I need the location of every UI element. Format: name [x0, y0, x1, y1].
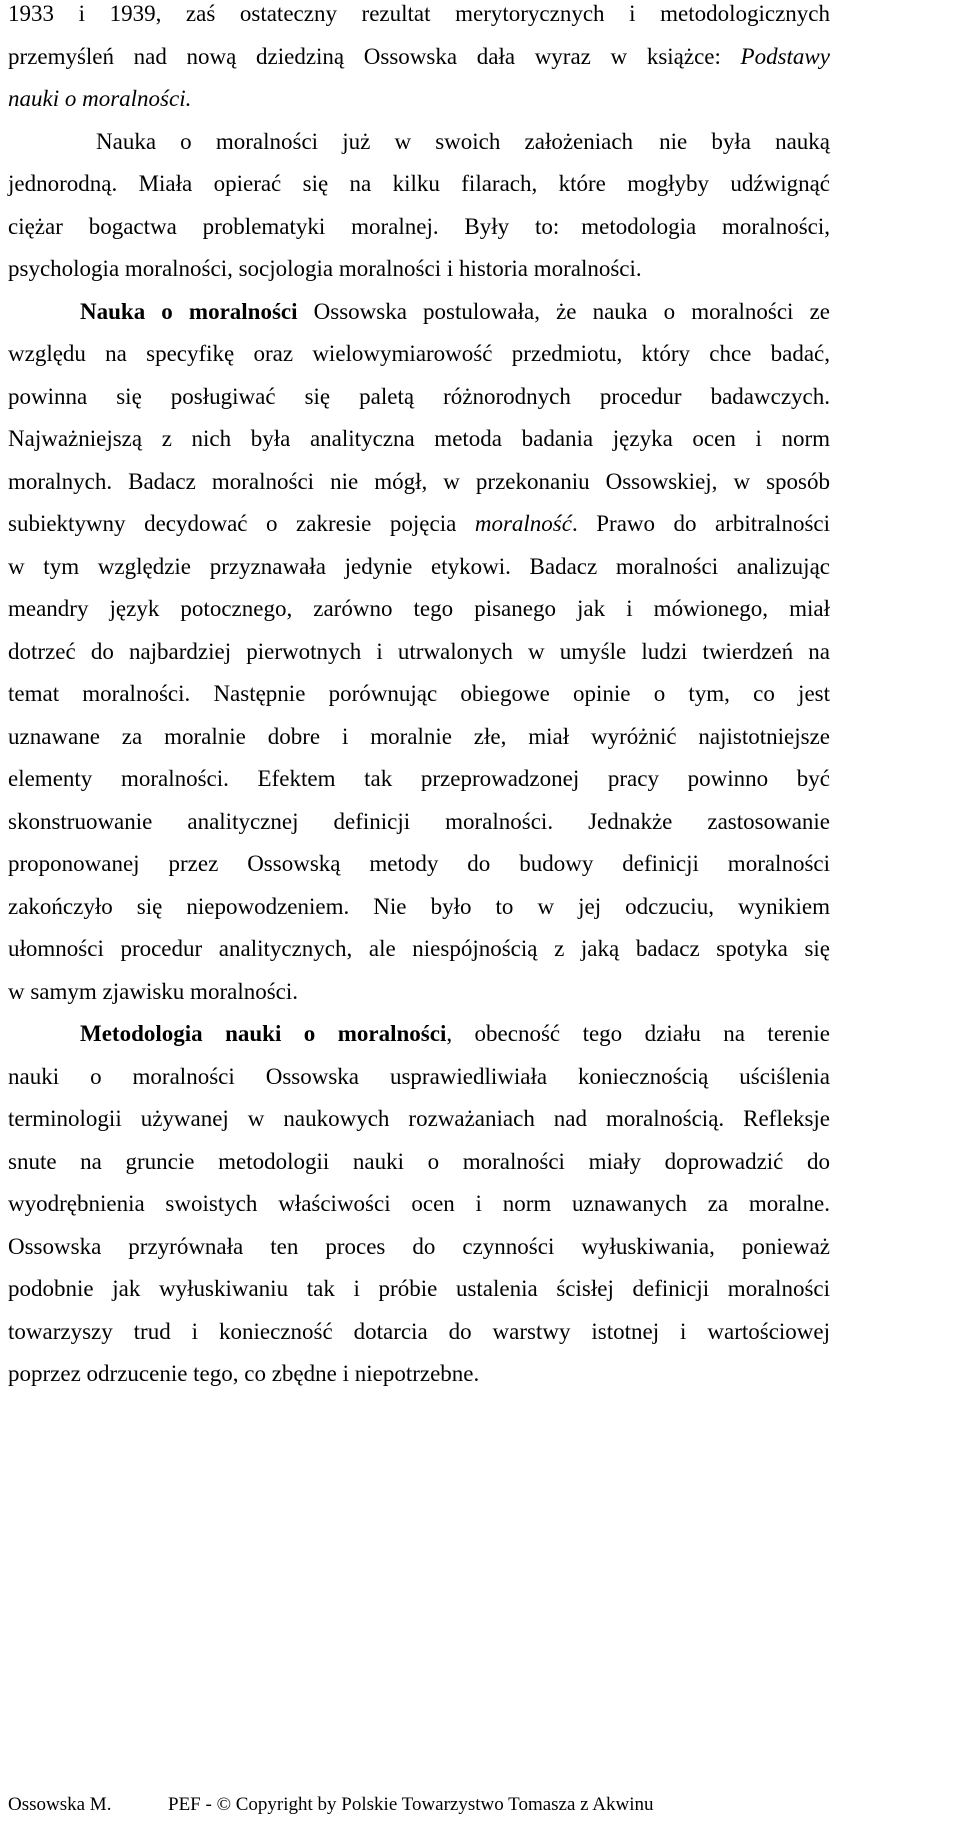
paragraph-structure — [8, 121, 830, 291]
text-fragment: subiektywny decydować o zakresie pojęcia — [8, 511, 475, 536]
text-line: skonstruowanie analitycznej definicji moralności. Jednakże zastosowanie — [8, 808, 830, 834]
text-line: 1933 i 1939, zaś ostateczny rezultat merytorycznych i metodologicznych — [8, 1, 830, 26]
text-line: zakończyło się niepowodzeniem. Nie było to w jej odczuciu, wynikiem — [8, 893, 830, 919]
text-line: elementy moralności. Efektem tak przeprowadzonej pracy powinno być — [8, 766, 830, 791]
book-title-continued: nauki o moralności. — [8, 86, 192, 111]
text-fragment: Ossowska postulowała, że nauka o moralności ze — [297, 298, 830, 324]
text-line: Najważniejszą z nich była analityczna metoda badania języka ocen i norm — [8, 426, 830, 451]
text-line — [8, 121, 830, 164]
italic-term: moralność — [474, 511, 572, 536]
text-line: wyodrębnienia swoistych właściwości ocen i norm uznawanych za moralne. — [8, 1191, 830, 1216]
footer-author: Ossowska M. — [8, 1794, 112, 1815]
text-line: Ossowska przyrównała ten proces do czynności wyłuskiwania, ponieważ — [8, 1233, 830, 1259]
text-fragment: nie była nauką — [659, 128, 830, 154]
page-footer — [8, 1790, 830, 1820]
text-line: dotrzeć do najbardziej pierwotnych i utrwalonych w umyśle ludzi twierdzeń na — [8, 638, 830, 664]
text-line — [8, 291, 830, 334]
text-fragment: , obecność tego działu na terenie — [446, 1021, 830, 1046]
footer-copyright: PEF - © Copyright by Polskie Towarzystwo Tomasza z Akwinu — [168, 1794, 654, 1815]
paragraph-intro — [8, 0, 830, 121]
text-line — [8, 1013, 830, 1056]
text-line: nauki o moralności Ossowska usprawiedliwiała koniecznością uściślenia — [8, 1063, 830, 1089]
text-fragment: metodologia moralności, — [581, 213, 830, 239]
section-heading-nauka: Nauka o moralności — [80, 298, 298, 324]
text-line — [8, 206, 830, 249]
text-line: meandry język potocznego, zarówno tego pisanego jak i mówionego, miał — [8, 596, 830, 621]
text-line — [8, 36, 830, 79]
text-line: towarzyszy trud i konieczność dotarcia do warstwy istotnej i wartościowej — [8, 1318, 830, 1344]
book-title: Podstawy — [740, 43, 830, 69]
section-heading-metodologia: Metodologia nauki o moralności — [80, 1021, 447, 1046]
text-line: snute na gruncie metodologii nauki o moralności miały doprowadzić do — [8, 1148, 830, 1174]
text-line: ułomności procedur analitycznych, ale niespójnością z jaką badacz spotyka się — [8, 936, 830, 961]
text-line — [8, 78, 830, 121]
document-body — [8, 0, 830, 1396]
text-line: względu na specyfikę oraz wielowymiarowość przedmiotu, który chce badać, — [8, 341, 830, 366]
text-fragment: . Prawo do arbitralności — [571, 511, 831, 536]
text-line: temat moralności. Następnie porównując obiegowe opinie o tym, co jest — [8, 681, 830, 706]
text-line: psychologia moralności, socjologia moralności i historia moralności. — [8, 256, 642, 281]
text-fragment: ciężar bogactwa problematyki moralnej. Były to: — [8, 213, 560, 239]
paragraph-metodologia — [8, 1013, 830, 1396]
text-line: powinna się posługiwać się paletą różnorodnych procedur badawczych. — [8, 383, 830, 409]
text-line: jednorodną. Miała opierać się na kilku filarach, które mogłyby udźwignąć — [8, 171, 830, 196]
text-line — [8, 503, 830, 546]
text-line: w tym względzie przyznawała jedynie etykowi. Badacz moralności analizując — [8, 553, 830, 579]
text-line: w samym zjawisku moralności. — [8, 978, 299, 1004]
text-fragment: Nauka o moralności już w swoich założeniach — [96, 128, 634, 154]
text-line: uznawane za moralnie dobre i moralnie złe, miał wyróżnić najistotniejsze — [8, 723, 830, 749]
text-line: moralnych. Badacz moralności nie mógł, w przekonaniu Ossowskiej, w sposób — [8, 468, 830, 494]
text-fragment: przemyśleń nad nową dziedziną Ossowska dała wyraz w książce: — [8, 43, 741, 69]
text-line: proponowanej przez Ossowską metody do budowy definicji moralności — [8, 851, 830, 876]
paragraph-nauka-o-moralnosci — [8, 291, 830, 1014]
text-line: poprzez odrzucenie tego, co zbędne i niepotrzebne. — [8, 1361, 480, 1386]
text-line: terminologii używanej w naukowych rozważaniach nad moralnością. Refleksje — [8, 1106, 830, 1131]
text-line: podobnie jak wyłuskiwaniu tak i próbie ustalenia ścisłej definicji moralności — [8, 1276, 830, 1301]
